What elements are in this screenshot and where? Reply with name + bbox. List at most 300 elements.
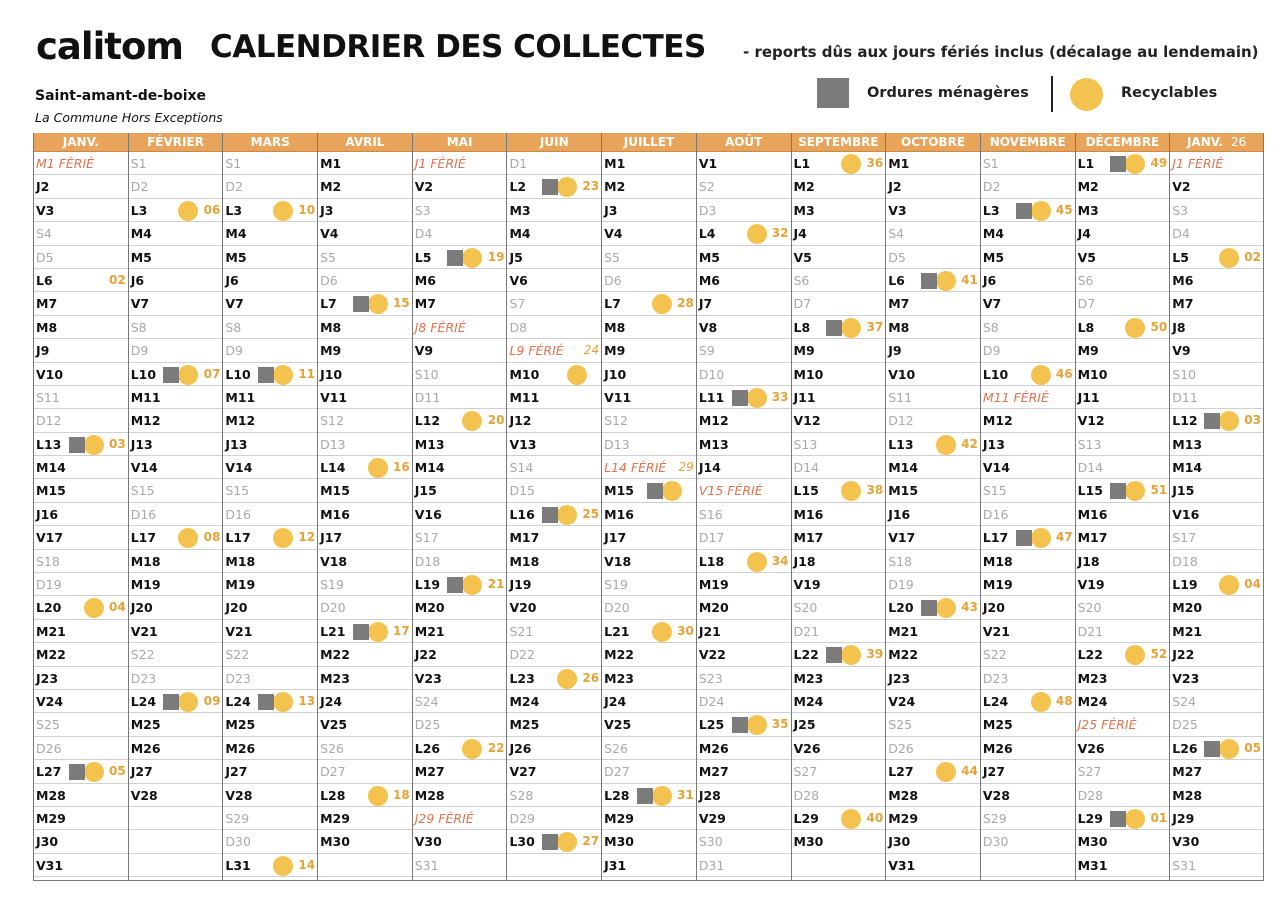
day-label: D10 xyxy=(698,366,725,382)
day-cell xyxy=(602,503,696,526)
day-label: M5 xyxy=(225,249,247,265)
month-column xyxy=(602,133,697,880)
day-cell xyxy=(697,807,791,830)
day-cell xyxy=(886,713,980,736)
recyclables-dot-icon xyxy=(936,598,956,618)
day-label: V9 xyxy=(414,343,434,359)
recyclables-dot-icon xyxy=(936,271,956,291)
day-cell xyxy=(1076,199,1170,222)
day-label: S31 xyxy=(1172,857,1197,873)
day-label: D18 xyxy=(1172,553,1198,569)
day-cell xyxy=(507,830,601,853)
day-cell xyxy=(981,316,1075,339)
day-label: S5 xyxy=(604,249,621,265)
day-label: J3 xyxy=(320,202,334,218)
day-label: S13 xyxy=(793,436,818,452)
day-cell xyxy=(697,456,791,479)
household-waste-label: Ordures ménagères xyxy=(867,85,1029,101)
day-label: M12 xyxy=(982,413,1013,429)
day-cell xyxy=(129,643,223,666)
week-number: 05 xyxy=(108,764,126,779)
day-cell xyxy=(318,456,412,479)
day-cell xyxy=(602,479,696,502)
day-label: M26 xyxy=(982,740,1013,756)
month-column xyxy=(792,133,887,880)
day-cell xyxy=(318,152,412,175)
month-column xyxy=(129,133,224,880)
day-cell xyxy=(34,596,128,619)
day-cell xyxy=(981,596,1075,619)
day-cell xyxy=(129,246,223,269)
day-label: V6 xyxy=(509,272,528,288)
day-cell xyxy=(1076,690,1170,713)
day-label: V17 xyxy=(36,530,64,546)
recyclables-dot-icon xyxy=(368,622,388,642)
day-label: D5 xyxy=(36,249,54,265)
day-label: M16 xyxy=(793,506,824,522)
day-cell xyxy=(318,667,412,690)
day-cell xyxy=(318,737,412,760)
day-cell xyxy=(981,713,1075,736)
week-number: 04 xyxy=(108,600,126,615)
day-label: J9 xyxy=(888,343,902,359)
day-label: M20 xyxy=(698,600,729,616)
day-label: M4 xyxy=(509,226,531,242)
day-cell xyxy=(413,409,507,432)
day-cell xyxy=(981,643,1075,666)
month-name: JANV. xyxy=(62,135,99,149)
month-name: SEPTEMBRE xyxy=(798,135,879,149)
day-label: S1 xyxy=(130,156,147,171)
day-label: J5 xyxy=(509,249,523,265)
day-cell xyxy=(981,152,1075,175)
day-label: L31 xyxy=(225,857,251,873)
day-label: D27 xyxy=(320,764,346,780)
week-number: 26 xyxy=(582,670,600,685)
day-cell xyxy=(792,363,886,386)
day-cell xyxy=(697,199,791,222)
day-cell xyxy=(697,292,791,315)
day-label: J11 xyxy=(793,389,816,405)
day-label: J30 xyxy=(888,834,911,850)
day-label: V14 xyxy=(225,460,253,476)
recyclables-dot-icon xyxy=(936,435,956,455)
day-label: L14 FÉRIÉ xyxy=(604,460,667,476)
day-label: L14 xyxy=(320,460,346,476)
month-header xyxy=(223,133,317,152)
day-cell xyxy=(413,737,507,760)
day-cell xyxy=(318,175,412,198)
recyclables-dot-icon xyxy=(1125,318,1145,338)
day-cell xyxy=(981,409,1075,432)
day-cell xyxy=(318,573,412,596)
day-label: D2 xyxy=(130,179,149,195)
day-cell xyxy=(697,316,791,339)
day-label: M28 xyxy=(414,787,445,803)
day-label: J6 xyxy=(982,272,997,288)
day-label: S27 xyxy=(1077,764,1102,780)
day-label: J21 xyxy=(698,623,721,639)
day-label: M20 xyxy=(1172,600,1203,616)
day-label: V9 xyxy=(1172,343,1191,359)
week-number: 48 xyxy=(1055,693,1073,708)
day-cell xyxy=(223,199,317,222)
day-label: M14 xyxy=(888,460,919,476)
day-label: L29 xyxy=(793,810,819,826)
day-cell xyxy=(318,713,412,736)
day-label: J22 xyxy=(414,647,437,663)
day-label: L15 xyxy=(793,483,819,499)
day-cell xyxy=(697,526,791,549)
recyclables-dot-icon xyxy=(841,645,861,665)
day-cell xyxy=(1076,409,1170,432)
day-label: M12 xyxy=(698,413,729,429)
month-header xyxy=(792,133,886,152)
day-cell xyxy=(318,292,412,315)
day-label: S8 xyxy=(130,319,147,335)
day-cell xyxy=(886,479,980,502)
day-label: L22 xyxy=(793,647,819,663)
day-cell xyxy=(34,316,128,339)
day-label: D17 xyxy=(698,530,725,546)
day-cell xyxy=(129,784,223,807)
day-cell xyxy=(792,433,886,456)
day-cell xyxy=(129,292,223,315)
day-cell xyxy=(507,550,601,573)
day-label: V31 xyxy=(888,857,916,873)
day-cell xyxy=(1170,339,1263,362)
day-label: S21 xyxy=(509,623,534,639)
day-cell xyxy=(697,713,791,736)
recyclables-dot-icon xyxy=(1125,154,1145,174)
day-cell xyxy=(981,363,1075,386)
day-label: V16 xyxy=(1172,506,1200,522)
day-cell xyxy=(1170,409,1263,432)
day-cell xyxy=(886,737,980,760)
day-label: J27 xyxy=(225,764,248,780)
month-column xyxy=(34,133,129,880)
day-cell xyxy=(792,784,886,807)
day-cell xyxy=(507,526,601,549)
day-label: M4 xyxy=(130,226,152,242)
day-label: L30 xyxy=(509,834,535,850)
day-label: S24 xyxy=(1172,693,1197,709)
day-label: D4 xyxy=(1172,226,1190,242)
day-cell xyxy=(34,292,128,315)
day-cell xyxy=(792,596,886,619)
day-label: M24 xyxy=(1077,693,1108,709)
day-label: M25 xyxy=(225,717,256,733)
day-cell xyxy=(602,409,696,432)
household-waste-icon xyxy=(817,78,849,108)
day-cell xyxy=(1170,246,1263,269)
month-column xyxy=(697,133,792,880)
day-label: L3 xyxy=(225,202,243,218)
day-cell xyxy=(886,246,980,269)
day-label: M19 xyxy=(982,577,1013,593)
day-label: S15 xyxy=(225,483,250,499)
day-label: M18 xyxy=(225,553,256,569)
day-cell xyxy=(413,503,507,526)
day-label: S14 xyxy=(509,460,534,476)
day-cell xyxy=(34,573,128,596)
day-label: J15 xyxy=(1172,483,1195,499)
day-cell xyxy=(697,363,791,386)
day-cell xyxy=(697,175,791,198)
day-label: M8 xyxy=(888,319,910,335)
day-cell xyxy=(1076,737,1170,760)
day-label: J27 xyxy=(982,764,1005,780)
household-waste-square-icon xyxy=(447,250,463,266)
recyclables-dot-icon xyxy=(557,832,577,852)
day-cell xyxy=(507,175,601,198)
day-cell xyxy=(886,386,980,409)
day-label: S22 xyxy=(130,647,155,663)
week-number: 22 xyxy=(487,740,505,755)
day-label: M26 xyxy=(225,740,256,756)
day-cell xyxy=(1076,643,1170,666)
day-label: M15 xyxy=(36,483,66,499)
day-cell xyxy=(697,222,791,245)
day-label: D12 xyxy=(36,413,62,429)
day-label: V16 xyxy=(414,506,442,522)
recyclables-dot-icon xyxy=(1031,365,1051,385)
day-label: S22 xyxy=(225,647,250,663)
day-cell xyxy=(602,246,696,269)
day-cell xyxy=(602,807,696,830)
day-cell xyxy=(886,620,980,643)
day-label: J1 FÉRIÉ xyxy=(414,156,466,171)
day-label: L7 xyxy=(320,296,337,312)
day-label: J4 xyxy=(793,226,807,242)
day-cell xyxy=(792,830,886,853)
month-header xyxy=(886,133,980,152)
day-label: S1 xyxy=(225,156,242,171)
day-label: M27 xyxy=(414,764,445,780)
day-cell xyxy=(318,199,412,222)
day-cell xyxy=(34,503,128,526)
day-label: S26 xyxy=(604,740,628,756)
day-label: D23 xyxy=(225,670,251,686)
recyclables-dot-icon xyxy=(747,388,767,408)
household-waste-square-icon xyxy=(921,273,937,289)
day-cell xyxy=(507,573,601,596)
day-cell xyxy=(413,713,507,736)
day-cell xyxy=(602,269,696,292)
day-cell xyxy=(318,269,412,292)
day-label: L21 xyxy=(320,623,346,639)
day-cell xyxy=(886,526,980,549)
day-cell xyxy=(697,433,791,456)
holiday-cell xyxy=(602,456,696,479)
day-label: J16 xyxy=(888,506,911,522)
household-waste-square-icon xyxy=(637,788,653,804)
day-cell xyxy=(223,269,317,292)
day-label: M12 xyxy=(130,413,161,429)
day-label: M25 xyxy=(130,717,161,733)
recyclables-dot-icon xyxy=(178,692,198,712)
week-number: 45 xyxy=(1055,202,1073,217)
day-label: L28 xyxy=(604,787,630,803)
day-label: M9 xyxy=(793,343,815,359)
day-label: D4 xyxy=(414,226,433,242)
day-label: M10 xyxy=(1077,366,1108,382)
day-cell xyxy=(34,667,128,690)
day-label: J27 xyxy=(130,764,153,780)
day-cell xyxy=(602,690,696,713)
day-cell xyxy=(318,690,412,713)
household-waste-square-icon xyxy=(258,694,274,710)
month-name: MAI xyxy=(446,135,473,149)
day-label: V17 xyxy=(888,530,916,546)
day-label: M1 FÉRIÉ xyxy=(36,156,95,171)
day-label: V18 xyxy=(604,553,632,569)
day-cell xyxy=(129,690,223,713)
day-label: S12 xyxy=(320,413,344,429)
recyclables-dot-icon xyxy=(84,435,104,455)
recyclables-dot-icon xyxy=(1125,809,1145,829)
month-column xyxy=(507,133,602,880)
day-label: M7 xyxy=(888,296,910,312)
day-cell xyxy=(129,152,223,175)
day-cell xyxy=(1076,222,1170,245)
recyclables-dot-icon xyxy=(841,154,861,174)
day-label: J25 FÉRIÉ xyxy=(1077,717,1137,733)
day-cell xyxy=(1076,175,1170,198)
day-cell xyxy=(223,479,317,502)
day-cell xyxy=(1076,784,1170,807)
day-label: M3 xyxy=(1077,202,1099,218)
day-label: J22 xyxy=(1172,647,1195,663)
holiday-cell xyxy=(507,339,601,362)
day-cell xyxy=(318,409,412,432)
day-cell xyxy=(886,784,980,807)
day-label: D20 xyxy=(320,600,346,616)
day-label: J23 xyxy=(36,670,59,686)
day-label: V1 xyxy=(698,156,718,171)
household-waste-square-icon xyxy=(542,179,558,195)
day-label: V4 xyxy=(604,226,623,242)
day-cell xyxy=(34,550,128,573)
recyclables-dot-icon xyxy=(1125,645,1145,665)
day-cell xyxy=(1076,386,1170,409)
day-label: V23 xyxy=(1172,670,1200,686)
week-number: 37 xyxy=(866,319,884,334)
day-cell xyxy=(507,690,601,713)
week-number: 04 xyxy=(1244,577,1261,592)
household-waste-square-icon xyxy=(163,367,179,383)
day-cell xyxy=(792,269,886,292)
day-label: S7 xyxy=(509,296,526,312)
day-label: V28 xyxy=(982,787,1010,803)
recyclables-dot-icon xyxy=(936,762,956,782)
day-cell xyxy=(981,222,1075,245)
week-number: 01 xyxy=(1150,810,1168,825)
day-cell xyxy=(129,573,223,596)
day-label: M24 xyxy=(793,693,824,709)
day-label: L29 xyxy=(1077,810,1103,826)
day-label: J10 xyxy=(604,366,627,382)
day-label: M28 xyxy=(1172,787,1203,803)
day-label: S6 xyxy=(793,272,810,288)
day-label: M4 xyxy=(225,226,247,242)
day-label: D20 xyxy=(604,600,630,616)
week-number: 15 xyxy=(393,296,410,311)
day-label: V26 xyxy=(793,740,821,756)
day-cell xyxy=(1076,760,1170,783)
week-number: 47 xyxy=(1055,530,1073,545)
empty-day-cell xyxy=(129,830,223,853)
week-number: 24 xyxy=(583,343,600,358)
day-label: S22 xyxy=(982,647,1007,663)
day-label: L28 xyxy=(320,787,346,803)
day-cell xyxy=(1170,316,1263,339)
day-label: D18 xyxy=(414,553,441,569)
day-cell xyxy=(318,784,412,807)
recyclables-dot-icon xyxy=(662,481,682,501)
day-label: L10 xyxy=(130,366,157,382)
month-name: AOÛT xyxy=(724,135,763,149)
day-label: M26 xyxy=(698,740,729,756)
month-name: OCTOBRE xyxy=(901,135,966,149)
week-number: 10 xyxy=(298,202,316,217)
day-label: M17 xyxy=(509,530,540,546)
day-cell xyxy=(223,456,317,479)
day-label: D28 xyxy=(793,787,820,803)
day-label: S29 xyxy=(225,810,250,826)
day-label: V22 xyxy=(698,647,726,663)
day-label: M28 xyxy=(888,787,919,803)
recyclables-dot-icon xyxy=(273,528,293,548)
day-cell xyxy=(886,573,980,596)
recyclables-dot-icon xyxy=(368,458,388,478)
day-label: M16 xyxy=(604,506,634,522)
week-number: 34 xyxy=(771,553,789,568)
day-label: V31 xyxy=(36,857,64,873)
day-cell xyxy=(602,667,696,690)
month-header xyxy=(507,133,601,152)
day-label: M18 xyxy=(982,553,1013,569)
day-cell xyxy=(1170,807,1263,830)
day-label: D31 xyxy=(698,857,725,873)
day-cell xyxy=(318,503,412,526)
day-label: D15 xyxy=(509,483,535,499)
recyclables-dot-icon xyxy=(273,201,293,221)
day-cell xyxy=(413,596,507,619)
day-cell xyxy=(1170,784,1263,807)
day-label: D13 xyxy=(320,436,346,452)
month-year: 26 xyxy=(1231,135,1247,149)
day-label: D26 xyxy=(36,740,62,756)
holiday-cell xyxy=(413,152,507,175)
day-cell xyxy=(318,830,412,853)
day-cell xyxy=(129,503,223,526)
day-label: M14 xyxy=(414,460,445,476)
day-label: S26 xyxy=(320,740,344,756)
day-label: M9 xyxy=(1077,343,1099,359)
day-label: J18 xyxy=(793,553,816,569)
day-cell xyxy=(792,620,886,643)
day-cell xyxy=(129,479,223,502)
day-cell xyxy=(602,550,696,573)
month-name: JANV. xyxy=(1186,135,1224,149)
day-label: J8 FÉRIÉ xyxy=(414,319,466,335)
day-label: V21 xyxy=(225,623,253,639)
day-label: M7 xyxy=(414,296,436,312)
week-number: 43 xyxy=(961,600,978,615)
week-number: 14 xyxy=(298,857,316,872)
week-number: 11 xyxy=(298,366,316,381)
